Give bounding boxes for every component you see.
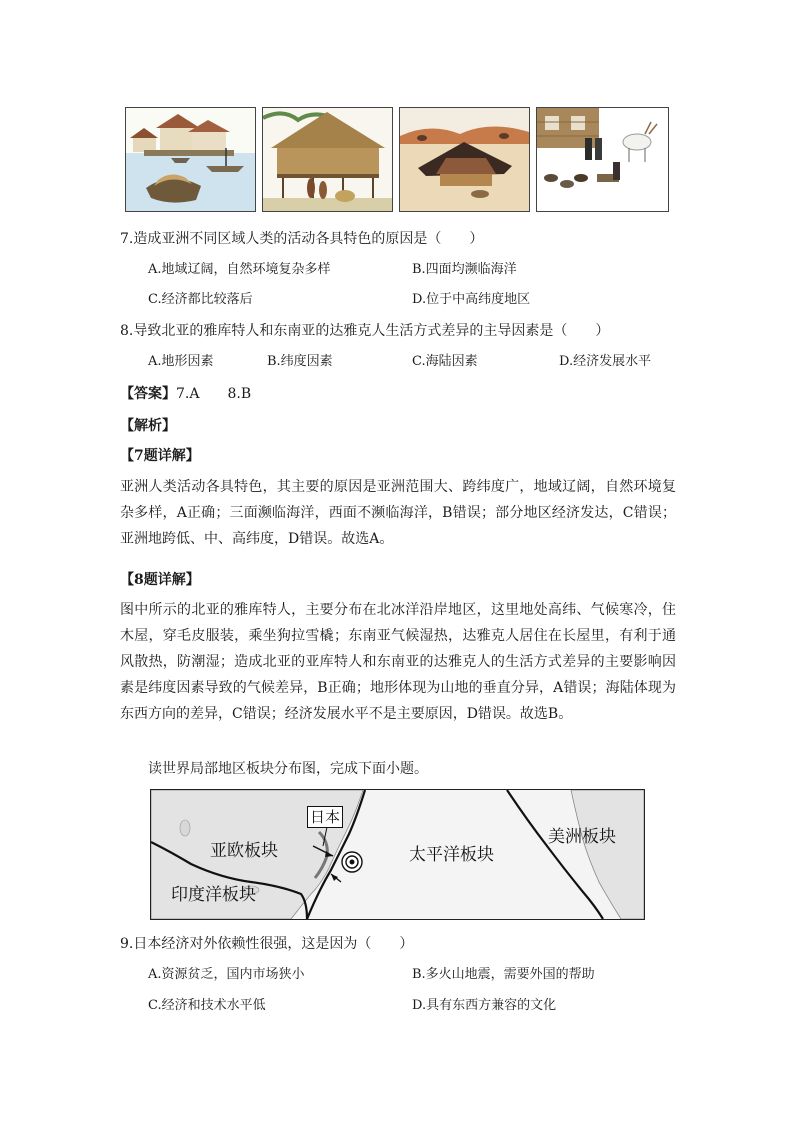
answer-value: 7.A 8.B xyxy=(176,386,252,402)
answer-label: 【答案】 xyxy=(120,386,176,402)
plate-map xyxy=(150,789,645,920)
answer-line xyxy=(120,384,251,404)
desert-tent-illustration xyxy=(399,107,530,212)
q7-detail-label: 【7题详解】 xyxy=(120,448,200,464)
water-village-illustration xyxy=(125,107,256,212)
q8-option-b[interactable]: B.纬度因素 xyxy=(267,354,333,369)
japan-label: 日本 xyxy=(307,806,343,828)
longhouse-illustration xyxy=(262,107,393,212)
q9-option-c[interactable]: C.经济和技术水平低 xyxy=(148,998,266,1013)
q7-stem: 7.造成亚洲不同区域人类的活动各具特色的原因是（ ） xyxy=(120,231,484,247)
q8-detail-label: 【8题详解】 xyxy=(120,572,200,588)
q8-option-d[interactable]: D.经济发展水平 xyxy=(559,354,652,369)
q8-stem: 8.导致北亚的雅库特人和东南亚的达雅克人生活方式差异的主导因素是（ ） xyxy=(120,323,610,339)
map-intro: 读世界局部地区板块分布图，完成下面小题。 xyxy=(148,761,428,777)
indian-plate-label: 印度洋板块 xyxy=(171,885,256,905)
dog-sled-illustration xyxy=(536,107,669,212)
q7-detail-text: 亚洲人类活动各具特色，其主要的原因是亚洲范围大、跨纬度广，地域辽阔，自然环境复杂多样，A正确；三面濒临海洋，西面不濒临海洋，B错误；部分地区经济发达，C错误；亚洲地跨低、中、高纬度，D错误。故选A。 xyxy=(120,479,676,547)
q8-option-c[interactable]: C.海陆因素 xyxy=(412,354,478,369)
q7-option-c[interactable]: C.经济都比较落后 xyxy=(148,292,253,307)
q7-option-b[interactable]: B.四面均濒临海洋 xyxy=(412,262,517,277)
q8-detail-text: 图中所示的北亚的雅库特人，主要分布在北冰洋沿岸地区，这里地处高纬、气候寒冷，住木屋，穿毛皮服装，乘坐狗拉雪橇；东南亚气候湿热，达雅克人居住在长屋里，有利于通风散热，防潮湿；造成北亚的亚库特人和东南亚的达雅克人的生活方式差异的主要影响因素是纬度因素导致的气候差异，B正确；地形体现为山地的垂直分异，A错误；海陆体现为东西方向的差异，C错误；经济发展水平不是主要原因，D错误。故选B。 xyxy=(120,602,676,722)
q9-option-d[interactable]: D.具有东西方兼容的文化 xyxy=(412,998,557,1013)
q7-option-a[interactable]: A.地域辽阔，自然环境复杂多样 xyxy=(148,262,331,277)
pacific-plate-label: 太平洋板块 xyxy=(409,845,494,865)
q9-option-b[interactable]: B.多火山地震，需要外国的帮助 xyxy=(412,967,595,982)
analysis-label: 【解析】 xyxy=(120,418,176,434)
american-plate-label: 美洲板块 xyxy=(548,827,616,847)
q8-option-a[interactable]: A.地形因素 xyxy=(148,354,214,369)
q9-stem: 9.日本经济对外依赖性很强，这是因为（ ） xyxy=(120,936,414,952)
q9-option-a[interactable]: A.资源贫乏，国内市场狭小 xyxy=(148,967,305,982)
eurasian-plate-label: 亚欧板块 xyxy=(210,841,278,861)
q7-option-d[interactable]: D.位于中高纬度地区 xyxy=(412,292,531,307)
